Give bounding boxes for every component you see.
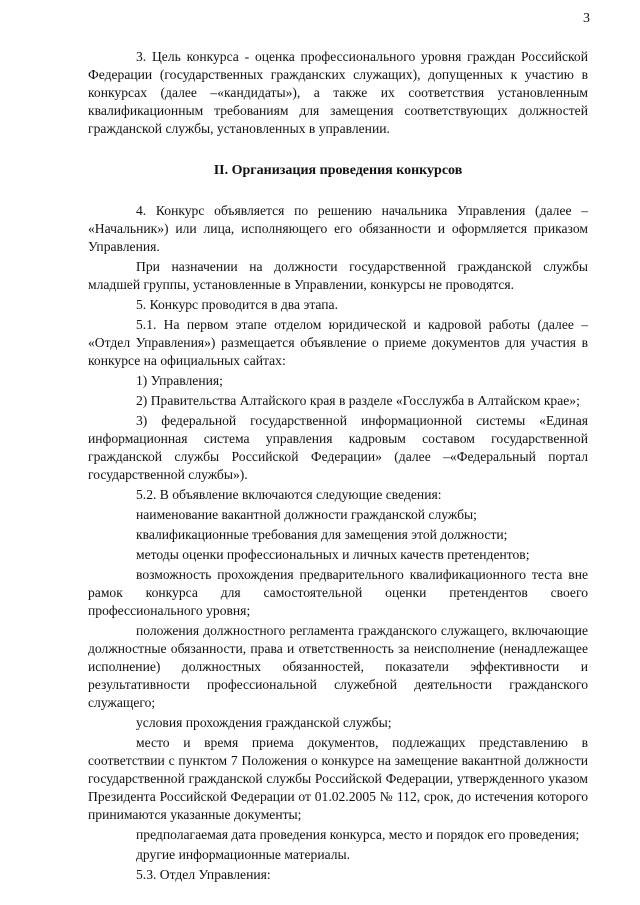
list-item: положения должностного регламента гражданского служащего, включающие должностные обязанности, права и ответственность за неисполнение (ненадлежащее исполнение) должностных обязанностей, показатели эффективности и результативности профессиональной служебной деятельности гражданского служащего; [88,623,588,710]
paragraph: 5. Конкурс проводится в два этапа. [136,297,338,312]
list-item: место и время приема документов, подлежащих представлению в соответствии с пунктом 7 Положения о конкурсе на замещение вакантной должности государственной гражданской службы Российской Федерации, утвержденного указом Президента Российской Федерации от 01.02.2005 № 112, срок, до истечения которого принимаются указанные документы; [88,735,588,822]
list-item: предполагаемая дата проведения конкурса, место и порядок его проведения; [136,827,580,842]
page-number: 3 [583,11,590,26]
list-item: условия прохождения гражданской службы; [136,715,392,730]
list-item: возможность прохождения предварительного квалификационного теста вне рамок конкурса для самостоятельной оценки претендентов своего профессионального уровня; [88,567,588,618]
list-item: наименование вакантной должности гражданской службы; [136,507,477,522]
paragraph: 5.2. В объявление включаются следующие сведения: [136,487,442,502]
paragraph: 5.3. Отдел Управления: [136,867,271,882]
section-heading: II. Организация проведения конкурсов [213,163,463,178]
list-item: квалификационные требования для замещения этой должности; [136,527,508,542]
list-item: 2) Правительства Алтайского края в разделе «Госслужба в Алтайском крае»; [136,393,580,408]
list-item: методы оценки профессиональных и личных качеств претендентов; [136,547,530,562]
paragraph-goal: 3. Цель конкурса - оценка профессионального уровня граждан Российской Федерации (государственных гражданских служащих), допущенных к участию в конкурсах (далее –«кандидаты»), а также их соответствия установленным квалификационным требованиям для замещения соответствующих должностей гражданской службы, установленных в управлении. [88,49,588,136]
list-item: другие информационные материалы. [136,847,351,862]
list-item: 3) федеральной государственной информационной системы «Единая информационная система управления кадровым составом государственной гражданской службы Российской Федерации» (далее –«Федеральный портал государственной службы»). [88,413,588,482]
document-body [88,48,588,884]
paragraph: 4. Конкурс объявляется по решению начальника Управления (далее – «Начальник») или лица, исполняющего его обязанности и оформляется приказом Управления. [88,203,588,254]
paragraph: 5.1. На первом этапе отделом юридической и кадровой работы (далее – «Отдел Управления») размещается объявление о приеме документов для участия в конкурсе на официальных сайтах: [88,317,588,368]
paragraph: При назначении на должности государственной гражданской службы младшей группы, установленные в Управлении, конкурсы не проводятся. [88,259,588,292]
list-item: 1) Управления; [136,373,223,388]
